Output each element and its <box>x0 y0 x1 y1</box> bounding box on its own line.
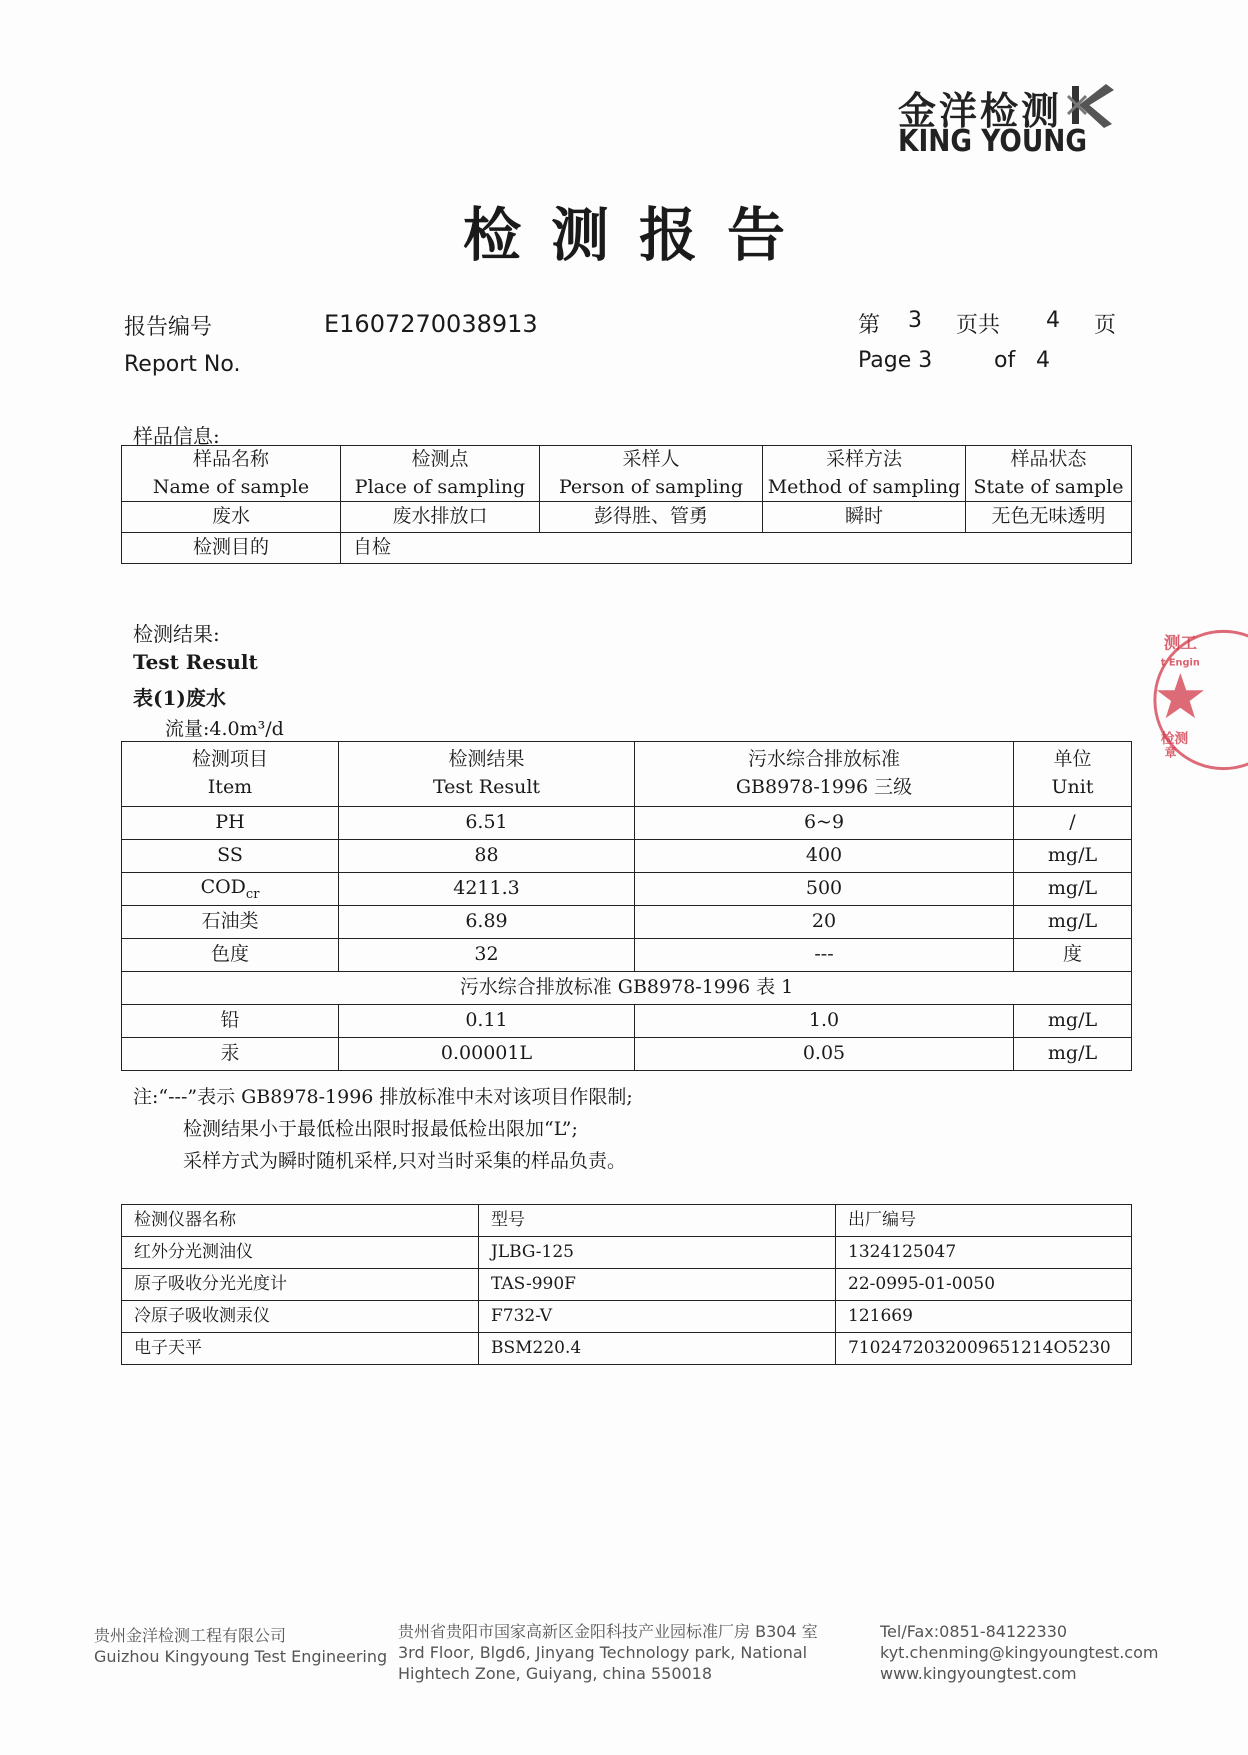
results-heading-cn: 检测结果: <box>133 622 220 646</box>
footer-address <box>398 1622 818 1684</box>
page-cn-current: 3 <box>908 308 922 333</box>
equipment-model: F732-V <box>479 1301 836 1333</box>
equipment-name: 原子吸收分光光度计 <box>122 1269 479 1301</box>
standard-cell: 20 <box>635 906 1014 939</box>
table-row <box>122 1301 1132 1333</box>
header-cn: 污水综合排放标准 <box>747 748 900 771</box>
equipment-serial: 1324125047 <box>836 1237 1132 1269</box>
table-row <box>122 939 1132 972</box>
table-row <box>122 1038 1132 1071</box>
sample-info-table <box>121 445 1132 564</box>
result-header-cell <box>339 742 635 807</box>
equipment-serial: 22-0995-01-0050 <box>836 1269 1132 1301</box>
footer-company-cn: 贵州金洋检测工程有限公司 <box>94 1626 287 1645</box>
header-en: Test Result <box>432 776 541 798</box>
item-cell <box>122 873 339 906</box>
footer-address-en-1: 3rd Floor, Blgd6, Jinyang Technology park, National <box>398 1642 808 1662</box>
result-cell: 6.51 <box>339 807 635 840</box>
table-row <box>122 1005 1132 1038</box>
result-header-cell <box>1014 742 1132 807</box>
page-cn-2: 页共 <box>956 313 1001 338</box>
table-row <box>122 1333 1132 1365</box>
result-header-cell <box>635 742 1014 807</box>
item-name: COD <box>200 875 246 898</box>
result-cell: 0.00001L <box>339 1038 635 1071</box>
header-en: GB8978-1996 三级 <box>735 776 913 798</box>
unit-cell: mg/L <box>1014 1005 1132 1038</box>
page-en-current: Page 3 <box>858 348 933 373</box>
header-cn: 单位 <box>1053 748 1092 771</box>
report-no-value: E1607270038913 <box>324 310 538 338</box>
unit-cell: mg/L <box>1014 873 1132 906</box>
footer-company-en: Guizhou Kingyoung Test Engineering <box>94 1646 388 1666</box>
equipment-table <box>121 1204 1132 1365</box>
sample-header-cell <box>341 446 540 502</box>
item-name: 石油类 <box>201 910 259 933</box>
header-cn: 检测点 <box>411 448 469 470</box>
result-cell: 88 <box>339 840 635 873</box>
result-header-row <box>122 742 1132 807</box>
item-cell <box>122 906 339 939</box>
sample-header-cell <box>122 446 341 502</box>
note-line-1: 注:“---”表示 GB8978-1996 排放标准中未对该项目作限制; <box>133 1086 633 1108</box>
table-row <box>122 906 1132 939</box>
footer-address-en-2: Hightech Zone, Guiyang, china 550018 <box>398 1663 713 1683</box>
footer-contact <box>880 1622 1158 1684</box>
page-cn-1: 第 <box>858 313 881 338</box>
equipment-model: TAS-990F <box>479 1269 836 1301</box>
sample-info-heading: 样品信息: <box>133 424 220 448</box>
result-header-cell <box>122 742 339 807</box>
standard-cell: --- <box>635 939 1014 972</box>
item-cell: 铅 <box>122 1005 339 1038</box>
logo-en-text: KING YOUNG <box>898 124 1088 159</box>
standard-cell: 6~9 <box>635 807 1014 840</box>
equipment-model: JLBG-125 <box>479 1237 836 1269</box>
equipment-name: 冷原子吸收测汞仪 <box>122 1301 479 1333</box>
unit-cell: / <box>1014 807 1132 840</box>
sample-method: 瞬时 <box>763 502 966 533</box>
equipment-header-row <box>122 1205 1132 1237</box>
item-subscript: cr <box>245 886 260 902</box>
sample-header-cell <box>540 446 763 502</box>
result-cell: 4211.3 <box>339 873 635 906</box>
footer-address-cn: 贵州省贵阳市国家高新区金阳科技产业园标准厂房 B304 室 <box>398 1622 818 1641</box>
header-cn: 检测结果 <box>448 748 525 771</box>
equipment-serial: 7102472032009651214O5230 <box>836 1333 1132 1365</box>
result-cell: 0.11 <box>339 1005 635 1038</box>
item-name: 色度 <box>210 943 249 966</box>
equipment-name: 电子天平 <box>122 1333 479 1365</box>
results-heading-en: Test Result <box>133 650 258 674</box>
logo-cn-text: 金洋检测 <box>898 89 1063 133</box>
sample-name: 废水 <box>122 502 341 533</box>
result-cell: 6.89 <box>339 906 635 939</box>
note-line-3: 采样方式为瞬时随机采样,只对当时采集的样品负责。 <box>183 1150 627 1172</box>
header-cn: 采样方法 <box>825 448 902 470</box>
report-no-label-en: Report No. <box>124 352 241 377</box>
header-en: State of sample <box>973 475 1124 498</box>
stamp-text-4: 章 <box>1164 745 1177 760</box>
subheader-row <box>122 972 1132 1005</box>
equipment-serial: 121669 <box>836 1301 1132 1333</box>
page-en-total: 4 <box>1036 348 1050 373</box>
official-stamp-icon <box>1150 550 1248 850</box>
header-en: Person of sampling <box>558 475 744 498</box>
purpose-label: 检测目的 <box>122 533 341 564</box>
results-table-label: 表(1)废水 <box>133 686 226 710</box>
header-en: Method of sampling <box>767 475 961 498</box>
unit-cell: mg/L <box>1014 840 1132 873</box>
standard-subheader: 污水综合排放标准 GB8978-1996 表 1 <box>122 972 1132 1005</box>
purpose-value: 自检 <box>341 533 1132 564</box>
item-cell <box>122 807 339 840</box>
stamp-text-1: 测工 <box>1163 633 1198 653</box>
standard-cell: 0.05 <box>635 1038 1014 1071</box>
item-cell: 汞 <box>122 1038 339 1071</box>
header-cn: 样品名称 <box>192 448 269 470</box>
sample-header-cell <box>966 446 1132 502</box>
table-row <box>122 807 1132 840</box>
sample-header-row <box>122 446 1132 502</box>
footer-company <box>94 1626 387 1668</box>
header-en: Name of sample <box>152 475 310 498</box>
header-en: Unit <box>1051 776 1094 798</box>
header-cn: 检测项目 <box>191 748 268 771</box>
result-cell: 32 <box>339 939 635 972</box>
header-cn: 采样人 <box>622 448 680 470</box>
footer-email: kyt.chenming@kingyoungtest.com <box>880 1642 1159 1662</box>
footer-web: www.kingyoungtest.com <box>880 1663 1077 1683</box>
result-table <box>121 741 1132 1071</box>
logo-k-icon <box>1066 80 1118 130</box>
page-en-of: of <box>994 348 1016 373</box>
equipment-header-cell: 出厂编号 <box>836 1205 1132 1237</box>
purpose-row <box>122 533 1132 564</box>
equipment-name: 红外分光测油仪 <box>122 1237 479 1269</box>
table-row <box>122 840 1132 873</box>
sample-row <box>122 502 1132 533</box>
stamp-text-2: t Engin <box>1160 657 1200 669</box>
equipment-model: BSM220.4 <box>479 1333 836 1365</box>
flow-rate: 流量:4.0m³/d <box>165 718 284 740</box>
report-no-label-cn: 报告编号 <box>124 315 213 340</box>
page-cn-3: 页 <box>1094 313 1117 338</box>
equipment-header-cell: 型号 <box>479 1205 836 1237</box>
equipment-header-cell: 检测仪器名称 <box>122 1205 479 1237</box>
sample-place: 废水排放口 <box>341 502 540 533</box>
page-title: 检测报告 <box>462 201 815 269</box>
sample-person: 彭得胜、管勇 <box>540 502 763 533</box>
item-cell <box>122 939 339 972</box>
stamp-text-3: 检测 <box>1160 731 1189 748</box>
header-en: Place of sampling <box>354 475 526 498</box>
item-name: SS <box>217 844 243 867</box>
standard-cell: 500 <box>635 873 1014 906</box>
header-en: Item <box>207 776 253 798</box>
standard-cell: 1.0 <box>635 1005 1014 1038</box>
unit-cell: mg/L <box>1014 906 1132 939</box>
unit-cell: mg/L <box>1014 1038 1132 1071</box>
item-name: PH <box>215 811 245 834</box>
note-line-2: 检测结果小于最低检出限时报最低检出限加“L”; <box>183 1118 578 1140</box>
item-cell <box>122 840 339 873</box>
page-cn-total: 4 <box>1046 308 1060 333</box>
table-row <box>122 873 1132 906</box>
header-cn: 样品状态 <box>1010 448 1087 470</box>
table-row <box>122 1269 1132 1301</box>
unit-cell: 度 <box>1014 939 1132 972</box>
table-row <box>122 1237 1132 1269</box>
sample-header-cell <box>763 446 966 502</box>
standard-cell: 400 <box>635 840 1014 873</box>
sample-state: 无色无味透明 <box>966 502 1132 533</box>
footer-tel: Tel/Fax:0851-84122330 <box>880 1622 1068 1641</box>
